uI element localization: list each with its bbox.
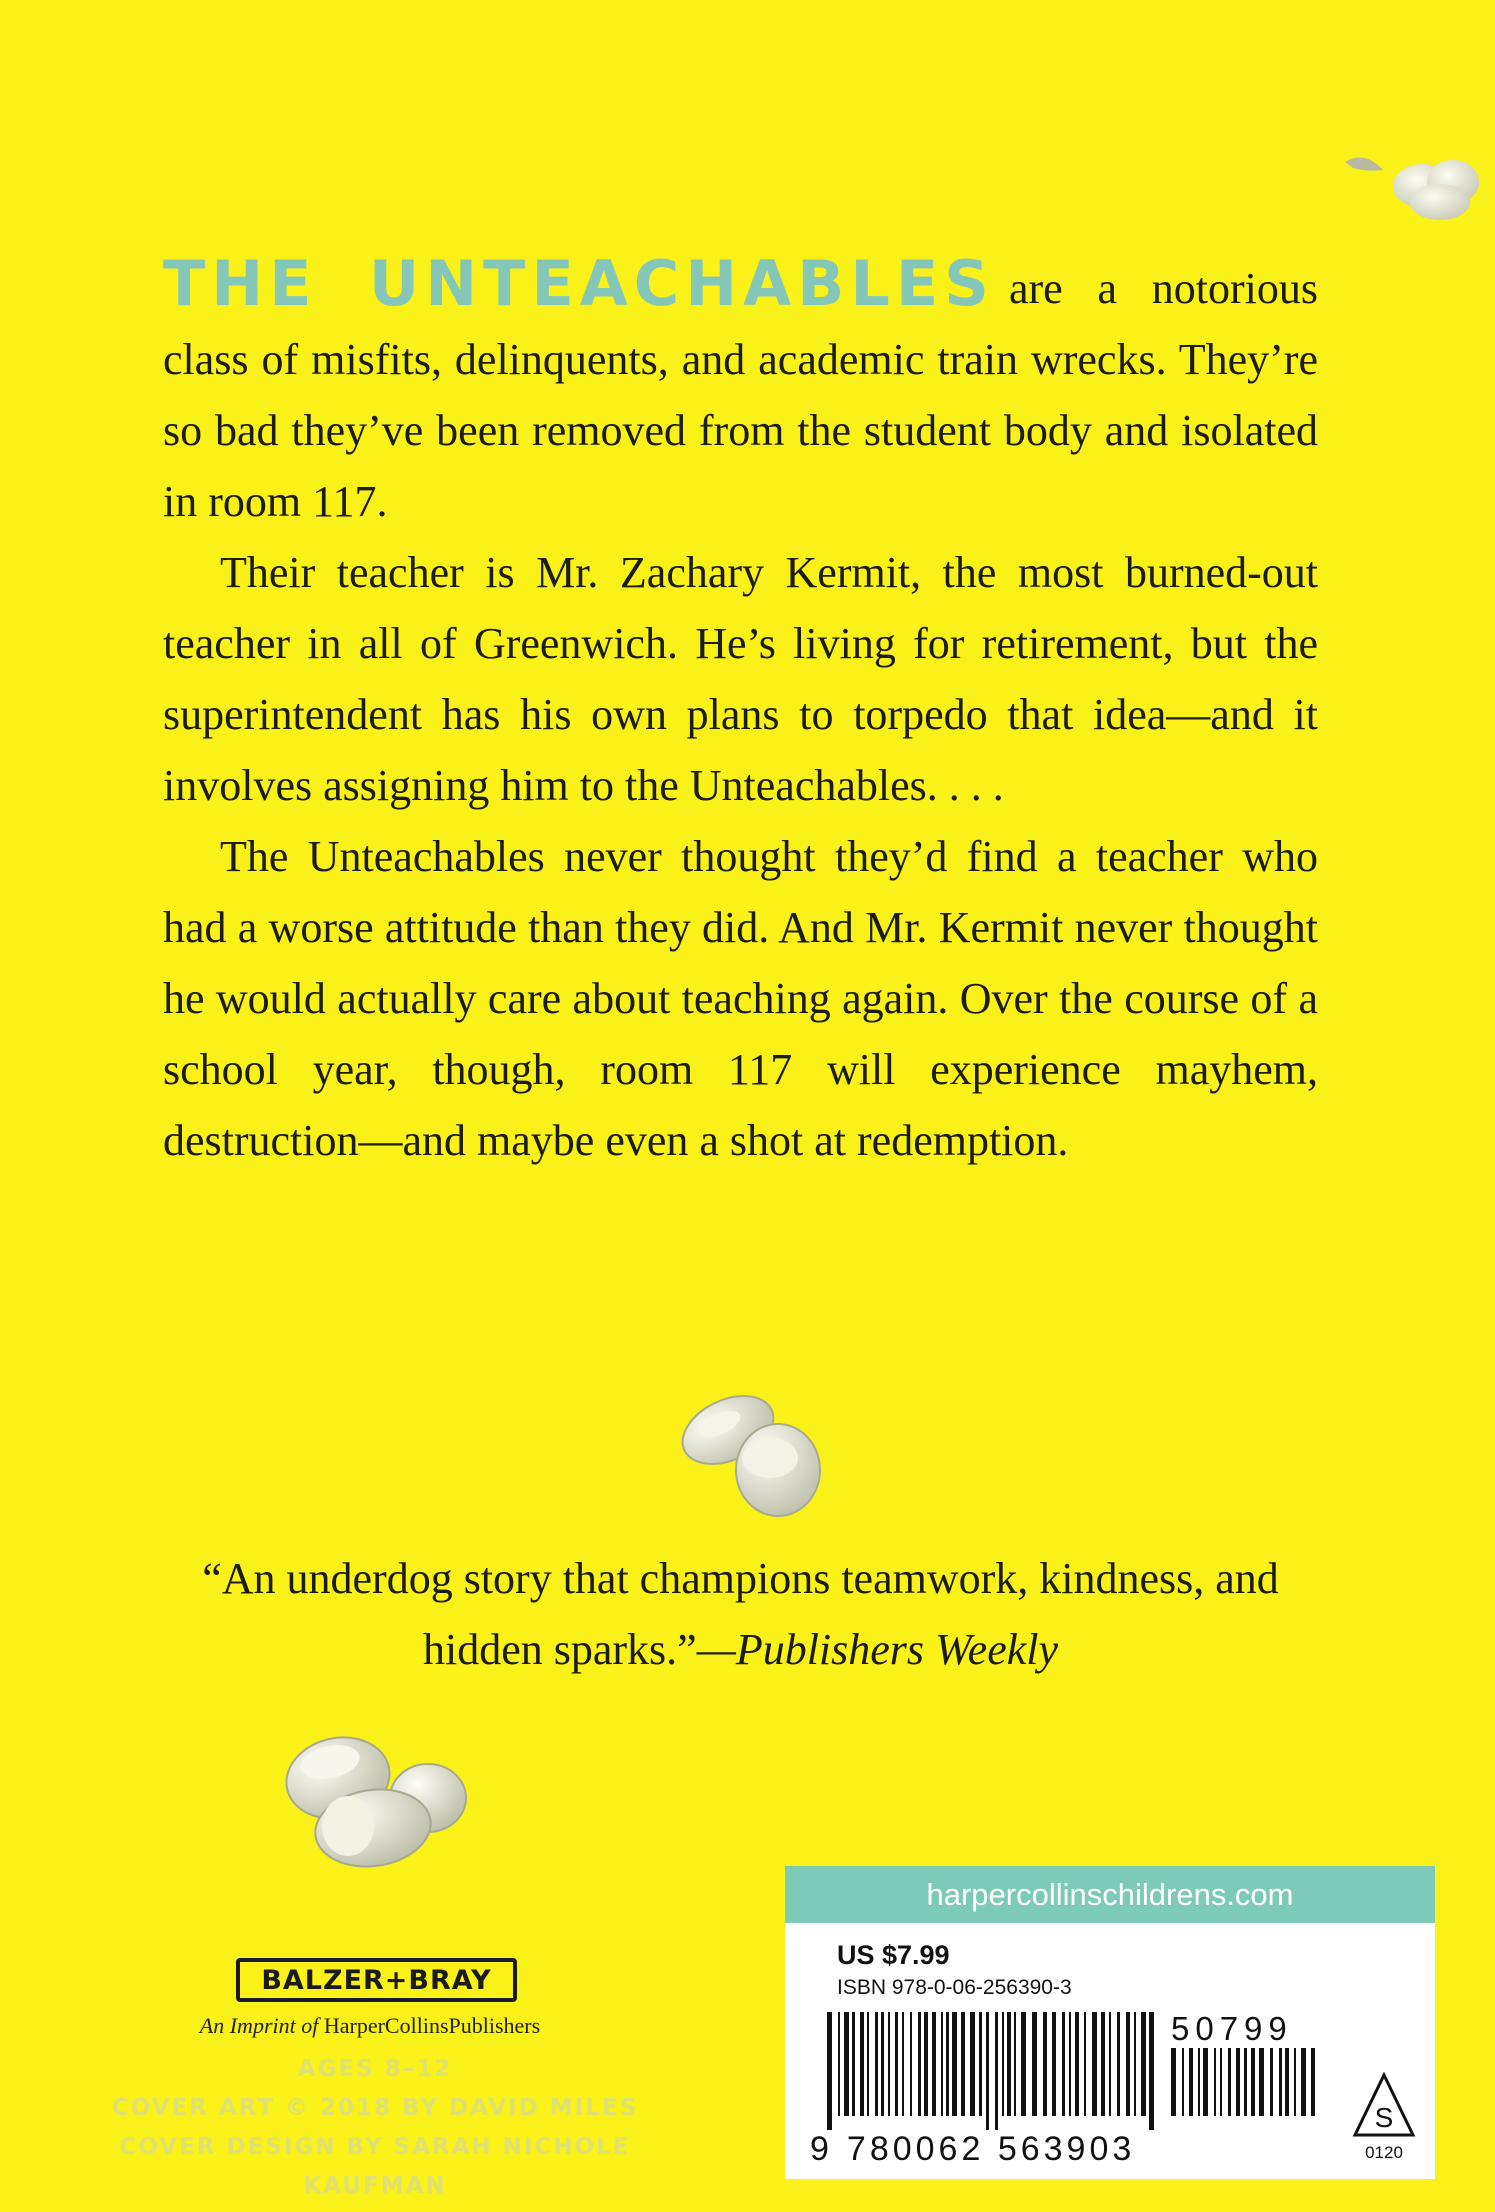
barcode-bar [902,2012,904,2116]
quote-source: —Publishers Weekly [696,1625,1059,1674]
barcode-bar [1214,2048,1216,2116]
barcode-number: 780062 563903 [846,2130,1136,2168]
marshmallow-top-right [1345,140,1485,230]
cover-design-credit: COVER DESIGN BY SARAH NICHOLE KAUFMAN [119,2134,631,2199]
barcode-bar [860,2012,864,2116]
barcode-bar [838,2012,840,2116]
barcode-bar [1043,2012,1047,2116]
barcode-bar [924,2012,928,2116]
barcode-bar [1092,2012,1097,2116]
barcode-bar [827,2012,832,2130]
barcode-bar [1251,2048,1255,2116]
barcode-bar [867,2012,869,2116]
barcode-bar [946,2012,949,2116]
barcode-bar [1126,2012,1130,2116]
s-category-badge [1351,2071,1417,2141]
barcode-bar [1171,2048,1176,2116]
barcode-bar [1084,2012,1086,2116]
barcode-bar [1259,2048,1264,2116]
website-band [785,1866,1435,1923]
barcode-bar [895,2012,898,2116]
barcode-bar [1021,2012,1026,2116]
barcode-bar [1203,2048,1208,2116]
barcode-bar [979,2012,982,2116]
barcode-bar [881,2012,884,2116]
barcode-bar [1149,2012,1154,2130]
barcode-bar [1270,2048,1273,2116]
barcode-bar [1311,2048,1315,2116]
marshmallows-middle [668,1390,838,1530]
barcode-bar [1236,2048,1240,2116]
barcode-bar [1075,2012,1079,2116]
barcode-bar [1052,2012,1056,2116]
barcode-bar [918,2012,921,2116]
barcode-bar [952,2012,957,2116]
barcode-bar [1007,2012,1011,2116]
book-blurb [163,248,1318,1176]
cover-art-credit: COVER ART © 2018 BY DAVID MILES [111,2095,639,2121]
barcode-bar [1014,2012,1016,2116]
book-title: THE UNTEACHABLES [163,247,995,320]
imprint-line [160,2013,580,2039]
price-label: US $7.99 [837,1940,950,1970]
barcode-bar [932,2012,936,2116]
barcode-bar [844,2012,849,2116]
barcode-bar [1279,2048,1282,2116]
marshmallows-bottom-left [278,1728,478,1873]
blurb-paragraph-2: Their teacher is Mr. Zachary Kermit, the most burned-out teacher in all of Greenwich. He’s living for retirement, but the superintendent has his own plans to torpedo that idea—and it involves assigning him to the Unteachables. . . . [163,548,1318,810]
barcode-bar [986,2012,989,2130]
imprint-name: HarperCollinsPublishers [323,2013,541,2038]
barcode-bar [941,2012,943,2116]
barcode-bar [1294,2048,1296,2116]
barcode-digits [810,2130,1135,2169]
credits [80,2050,670,2206]
barcode-bar [1062,2012,1065,2116]
barcode-bar [1032,2012,1037,2116]
blurb-paragraph-1 [163,248,1318,537]
barcode-bar [970,2012,975,2116]
barcode-bar [1244,2048,1247,2116]
ages-label: AGES 8–12 [297,2056,453,2082]
barcode-bar [1220,2048,1222,2116]
publisher-logo-text: BALZER+BRAY [261,1964,492,1996]
barcode-bar [1069,2012,1071,2116]
barcode-bar [1228,2048,1231,2116]
barcode-bar [995,2012,998,2130]
barcode-bar [1109,2012,1111,2116]
blurb-paragraph-3: The Unteachables never thought they’d find a teacher who had a worse attitude than they did. And Mr. Kermit never thought he would actually care about teaching again. Over the course of a school year, though, room 117 will experience mayhem, destruction—and maybe even a shot at redemption. [163,832,1318,1165]
addon-digits: 50799 [1171,2010,1293,2047]
s-badge-letter: S [1374,2102,1394,2133]
barcode-bar [961,2012,965,2116]
barcode-bar [1285,2048,1289,2116]
imprint-prefix: An Imprint of [199,2013,324,2038]
review-quote [163,1543,1318,1685]
barcode-lead-digit: 9 [810,2130,833,2168]
barcode-addon [1171,2048,1321,2130]
barcode-bar [1182,2048,1184,2116]
quote-text: “An underdog story that champions teamwork, kindness, and hidden sparks.” [202,1554,1279,1674]
isbn-label: ISBN 978-0-06-256390-3 [837,1976,1072,1999]
barcode-bar [1101,2012,1105,2116]
barcode-main [827,2012,1157,2130]
barcode-panel [785,1866,1435,2179]
barcode-bar [1189,2048,1193,2116]
barcode-bar [1117,2012,1120,2116]
barcode-bar [910,2012,912,2116]
barcode-bar [1134,2012,1136,2116]
product-code: 0120 [1365,2143,1403,2162]
barcode-bar [1002,2012,1004,2116]
website-url: harpercollinschildrens.com [926,1876,1294,1912]
publisher-logo [236,1958,517,2002]
barcode-bar [1301,2048,1306,2116]
barcode-bar [852,2012,855,2116]
barcode-bar [875,2012,878,2116]
barcode-bar [888,2012,890,2116]
barcode-bar [1198,2048,1200,2116]
blurb-paragraph-1-text: are a notorious class of misfits, delinquents, and academic train wrecks. They’re so bad they’ve been removed from the student body and isolated in room 117. [163,264,1319,526]
barcode-bar [1141,2012,1146,2116]
